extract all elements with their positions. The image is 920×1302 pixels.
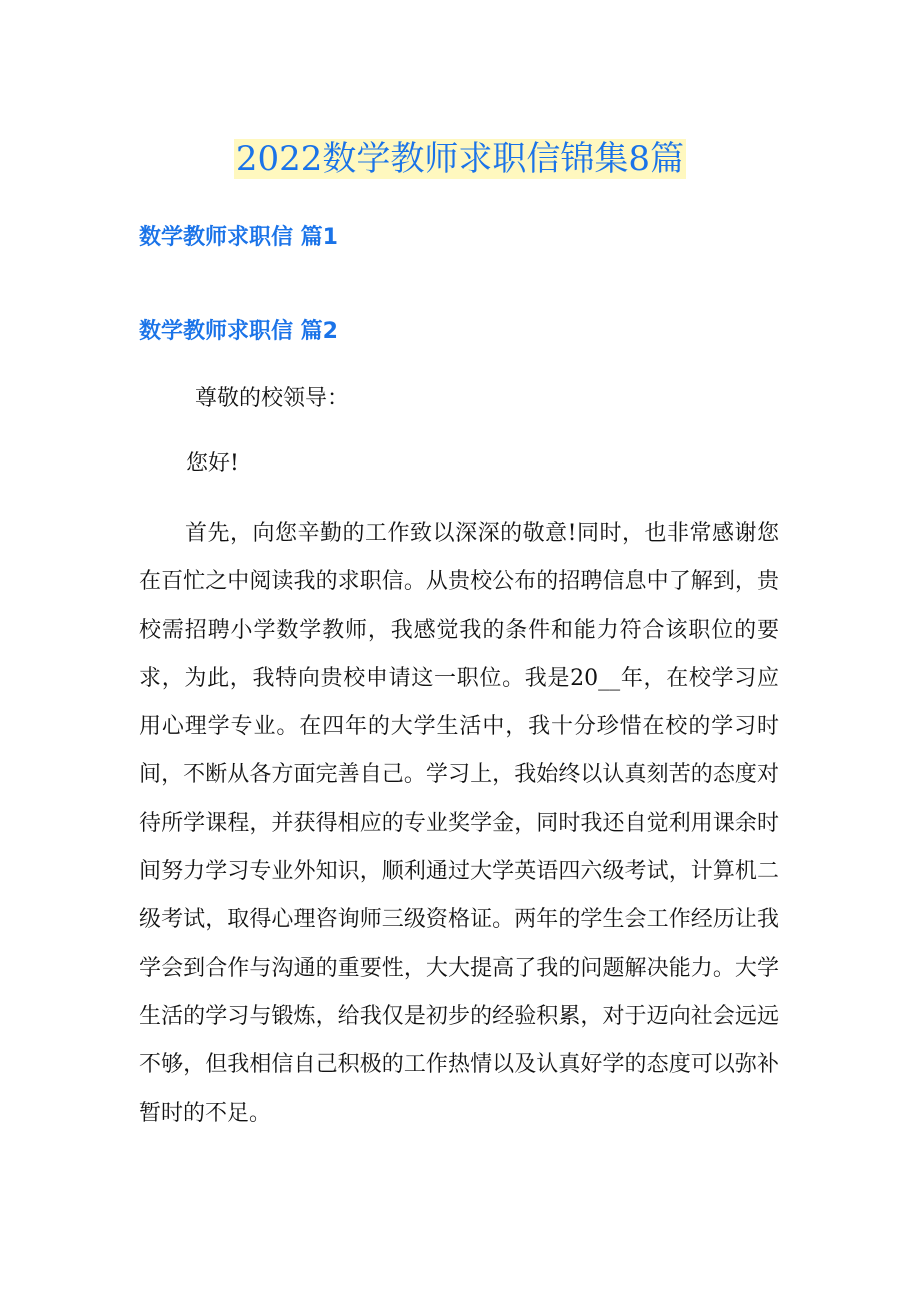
document-title-text: 2022数学教师求职信锦集8篇 — [235, 139, 685, 179]
letter-greeting: 您好! — [186, 451, 239, 476]
document-title — [0, 134, 920, 184]
section-heading-2: 数学教师求职信 篇2 — [139, 319, 338, 344]
section-heading-1: 数学教师求职信 篇1 — [139, 225, 338, 250]
letter-body-paragraph: 首先，向您辛勤的工作致以深深的敬意!同时，也非常感谢您在百忙之中阅读我的求职信。从贵校公布的招聘信息中了解到，贵校需招聘小学数学教师，我感觉我的条件和能力符合该职位的要求，为此，我特向贵校申请这一职位。我是20__年，在校学习应用心理学专业。在四年的大学生活中，我十分珍惜在校的学习时间，不断从各方面完善自己。学习上，我始终以认真刻苦的态度对待所学课程，并获得相应的专业奖学金，同时我还自觉利用课余时间努力学习专业外知识，顺利通过大学英语四六级考试，计算机二级考试，取得心理咨询师三级资格证。两年的学生会工作经历让我学会到合作与沟通的重要性，大大提高了我的问题解决能力。大学生活的学习与锻炼，给我仅是初步的经验积累，对于迈向社会远远不够，但我相信自己积极的工作热情以及认真好学的态度可以弥补暂时的不足。 — [139, 521, 779, 1126]
letter-salutation: 尊敬的校领导： — [195, 386, 350, 411]
